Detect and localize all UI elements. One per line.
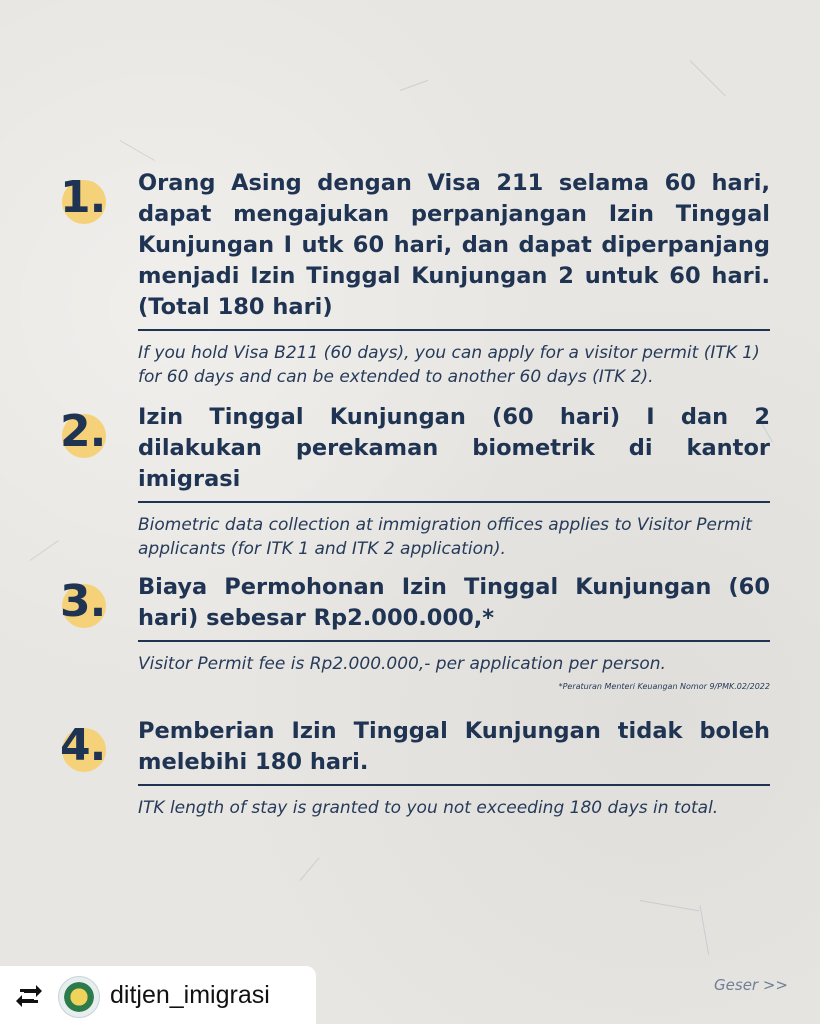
number-badge	[60, 402, 120, 462]
number-badge	[60, 716, 120, 776]
divider	[138, 640, 770, 642]
divider	[138, 501, 770, 503]
item-number: 1.	[60, 172, 106, 223]
item-text-indonesian: Pemberian Izin Tinggal Kunjungan tidak boleh melebihi 180 hari.	[138, 718, 770, 775]
number-badge	[60, 168, 120, 228]
account-name[interactable]: ditjen_imigrasi	[110, 981, 270, 1009]
item-text-indonesian: Biaya Permohonan Izin Tinggal Kunjungan (60 hari) sebesar Rp2.000.000,*	[138, 574, 770, 631]
swipe-hint: Geser >>	[714, 976, 788, 994]
item-text-english: If you hold Visa B211 (60 days), you can apply for a visitor permit (ITK 1) for 60 days and can be extended to another 60 days (ITK 2).	[138, 343, 760, 387]
number-badge	[60, 572, 120, 632]
divider	[138, 784, 770, 786]
item-text-english: Biometric data collection at immigration offices applies to Visitor Permit applicants (for ITK 1 and ITK 2 application).	[138, 515, 752, 559]
item-text-english: Visitor Permit fee is Rp2.000.000,- per application per person.	[138, 654, 666, 674]
regulation-footnote: *Peraturan Menteri Keuangan Nomor 9/PMK.02/2022	[558, 682, 770, 691]
item-number: 2.	[60, 406, 106, 457]
item-text-indonesian: Orang Asing dengan Visa 211 selama 60 hari, dapat mengajukan perpanjangan Izin Tinggal Kunjungan I utk 60 hari, dan dapat diperpanjang menjadi Izin Tinggal Kunjungan 2 untuk 60 hari. (Total 180 hari)	[138, 170, 770, 320]
repost-bar	[0, 966, 316, 1024]
avatar[interactable]	[58, 976, 100, 1018]
divider	[138, 329, 770, 331]
item-number: 4.	[60, 720, 106, 771]
item-text-indonesian: Izin Tinggal Kunjungan (60 hari) I dan 2 dilakukan perekaman biometrik di kantor imigrasi	[138, 404, 770, 492]
repost-icon[interactable]	[14, 982, 44, 1010]
item-number: 3.	[60, 576, 106, 627]
item-text-english: ITK length of stay is granted to you not exceeding 180 days in total.	[138, 798, 719, 818]
